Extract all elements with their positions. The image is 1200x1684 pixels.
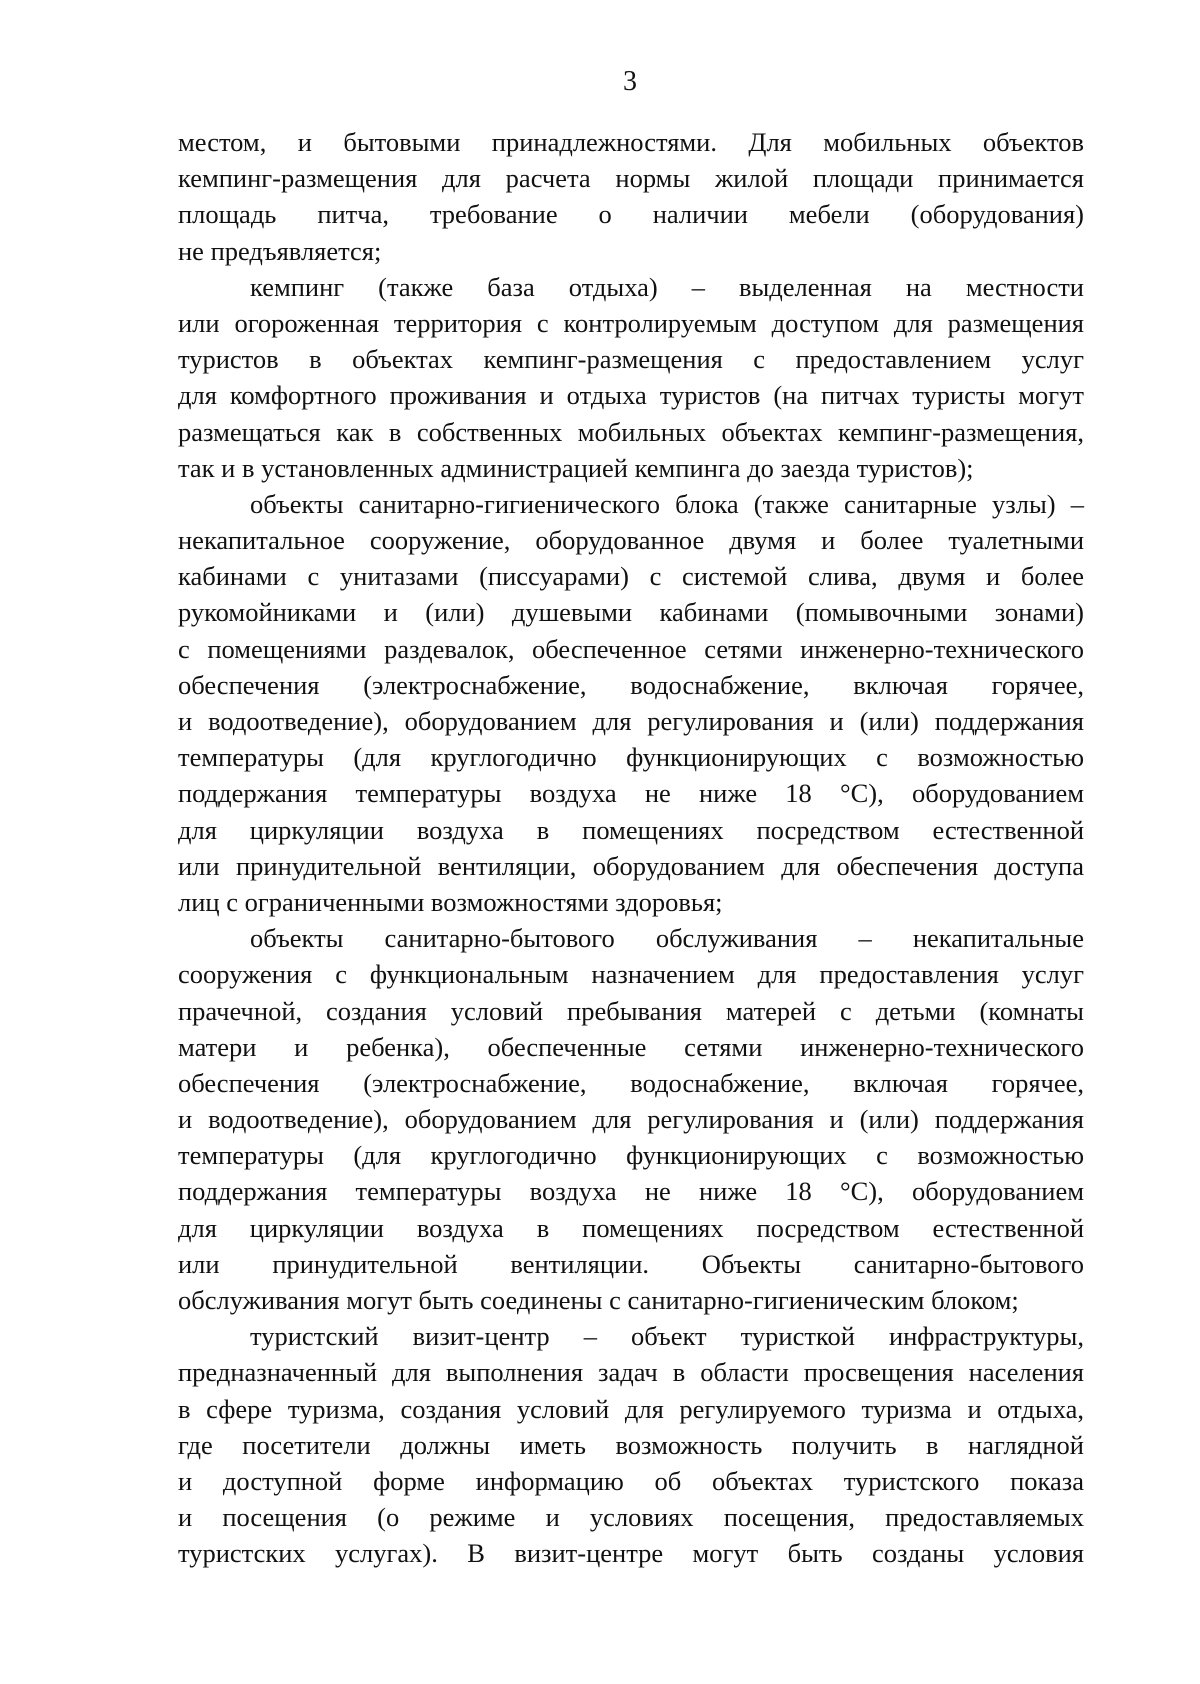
text-line: для комфортного проживания и отдыха туристов (на питчах туристы могут <box>178 380 1084 411</box>
text-line: туристов в объектах кемпинг-размещения с предоставлением услуг <box>178 344 1084 375</box>
text-line: для циркуляции воздуха в помещениях посредством естественной <box>178 1212 1084 1243</box>
text-line: и водоотведение), оборудованием для регулирования и (или) поддержания <box>178 1104 1084 1135</box>
text-line: туристский визит-центр – объект туристкой инфраструктуры, <box>250 1321 1084 1352</box>
text-line: предназначенный для выполнения задач в области просвещения населения <box>178 1357 1084 1388</box>
text-line: объекты санитарно-бытового обслуживания – некапитальные <box>250 923 1084 954</box>
text-line: не предъявляется; <box>178 235 382 266</box>
text-line: или принудительной вентиляции, оборудованием для обеспечения доступа <box>178 850 1084 881</box>
text-line: для циркуляции воздуха в помещениях посредством естественной <box>178 814 1084 845</box>
text-line: температуры (для круглогодично функционирующих с возможностью <box>178 1140 1084 1171</box>
text-line: матери и ребенка), обеспеченные сетями инженерно-технического <box>178 1031 1084 1062</box>
text-line: в сфере туризма, создания условий для регулируемого туризма и отдыха, <box>178 1393 1084 1424</box>
text-line: и доступной форме информацию об объектах туристского показа <box>178 1465 1084 1496</box>
text-line: некапитальное сооружение, оборудованное двумя и более туалетными <box>178 525 1084 556</box>
page-number: 3 <box>623 66 637 97</box>
text-line: кемпинг-размещения для расчета нормы жилой площади принимается <box>178 163 1084 194</box>
text-line: поддержания температуры воздуха не ниже 18 °С), оборудованием <box>178 778 1084 809</box>
text-line: где посетители должны иметь возможность получить в наглядной <box>178 1429 1084 1460</box>
text-line: и водоотведение), оборудованием для регулирования и (или) поддержания <box>178 706 1084 736</box>
text-line: размещаться как в собственных мобильных объектах кемпинг-размещения, <box>178 416 1084 447</box>
text-line: обеспечения (электроснабжение, водоснабжение, включая горячее, <box>178 669 1084 700</box>
text-line: поддержания температуры воздуха не ниже 18 °С), оборудованием <box>178 1176 1084 1207</box>
text-line: с помещениями раздевалок, обеспеченное сетями инженерно-технического <box>178 633 1084 664</box>
text-line: температуры (для круглогодично функционирующих с возможностью <box>178 742 1084 773</box>
text-line: кемпинг (также база отдыха) – выделенная на местности <box>250 271 1084 302</box>
text-line: обеспечения (электроснабжение, водоснабжение, включая горячее, <box>178 1067 1084 1098</box>
text-line: туристских услугах). В визит-центре могут быть созданы условия <box>178 1538 1084 1569</box>
text-line: лиц с ограниченными возможностями здоровья; <box>178 886 723 917</box>
text-line: площадь питча, требование о наличии мебели (оборудования) <box>178 199 1084 230</box>
text-line: или огороженная территория с контролируемым доступом для размещения <box>178 307 1084 338</box>
text-line: рукомойниками и (или) душевыми кабинами (помывочными зонами) <box>178 597 1084 628</box>
text-line: или принудительной вентиляции. Объекты санитарно-бытового <box>178 1248 1084 1279</box>
text-line: и посещения (о режиме и условиях посещения, предоставляемых <box>178 1502 1084 1533</box>
text-line: прачечной, создания условий пребывания матерей с детьми (комнаты <box>178 995 1084 1026</box>
text-line: сооружения с функциональным назначением для предоставления услуг <box>178 959 1084 990</box>
text-line: объекты санитарно-гигиенического блока (также санитарные узлы) – <box>250 488 1084 519</box>
text-line: обслуживания могут быть соединены с санитарно-гигиеническим блоком; <box>178 1285 1019 1315</box>
text-line: кабинами с унитазами (писсуарами) с системой слива, двумя и более <box>178 561 1084 592</box>
text-line: местом, и бытовыми принадлежностями. Для мобильных объектов <box>178 127 1084 157</box>
text-line: так и в установленных администрацией кемпинга до заезда туристов); <box>178 452 974 483</box>
body-text <box>178 124 1084 1572</box>
